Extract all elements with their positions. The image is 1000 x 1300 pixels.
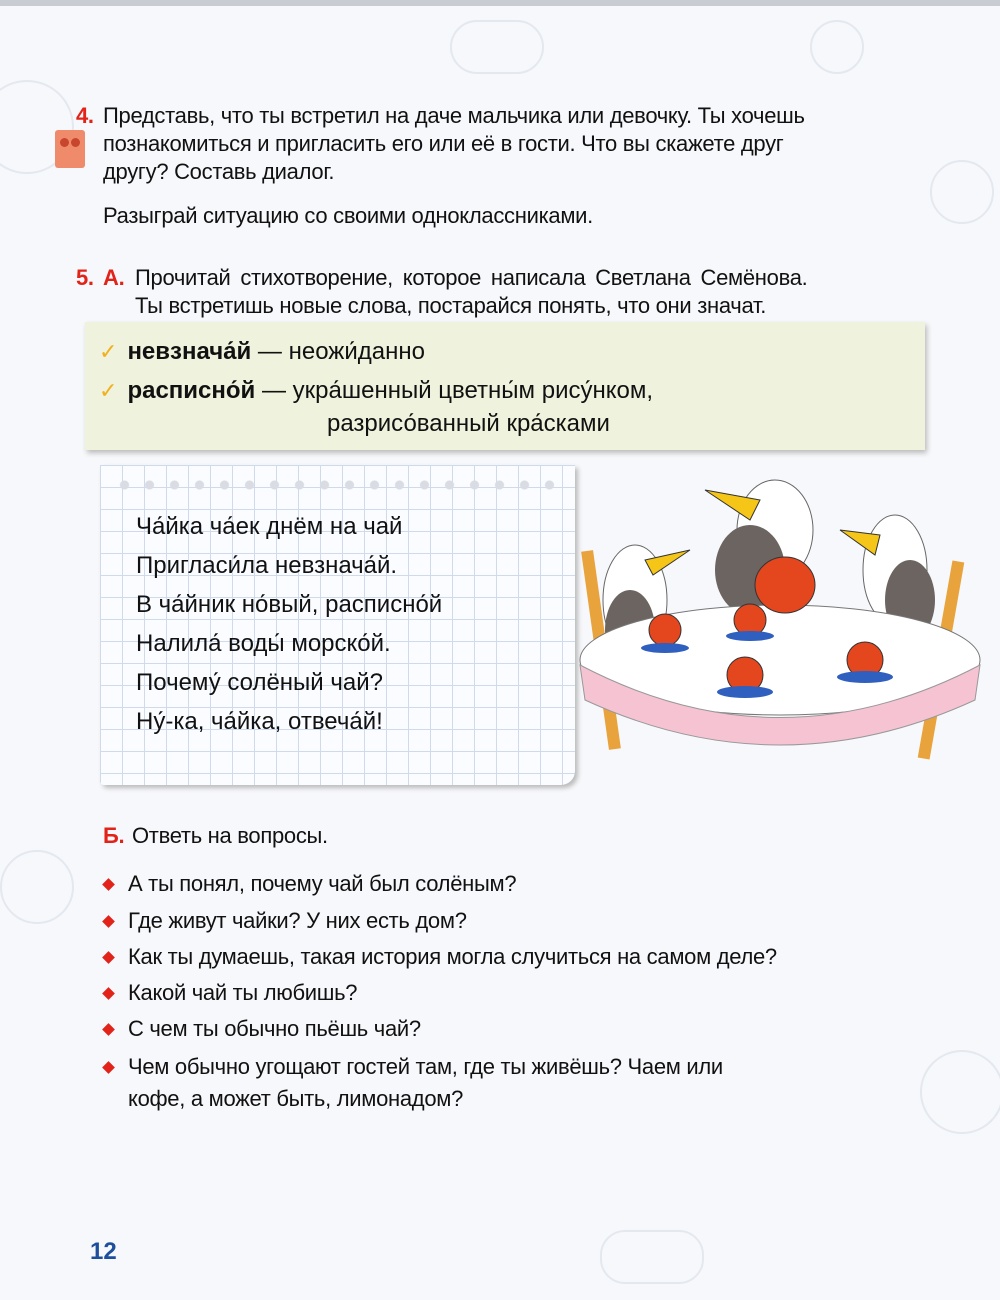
vocabulary-box [85, 322, 925, 450]
diamond-bullet-icon [102, 915, 115, 928]
notebook-holes [112, 479, 562, 491]
background-doodle [450, 20, 544, 74]
task-5-part-b: Б. [103, 823, 125, 848]
vocab-definition: — неожи́данно [257, 338, 425, 365]
poem-line: Ча́йка ча́ек днём на чай [136, 513, 403, 540]
diamond-bullet-icon [102, 951, 115, 964]
poem-line: Ну́-ка, ча́йка, отвеча́й! [136, 708, 383, 735]
poem-line: В ча́йник но́вый, расписно́й [136, 591, 443, 618]
top-border [0, 0, 1000, 6]
check-icon: ✓ [99, 378, 118, 403]
question: Какой чай ты любишь? [128, 980, 358, 1005]
question: С чем ты обычно пьёшь чай? [128, 1016, 421, 1041]
task-4-number: 4. [76, 103, 94, 128]
vocab-item [99, 338, 425, 366]
question-continued: кофе, а может быть, лимонадом? [128, 1086, 464, 1111]
task-4-line: Представь, что ты встретил на даче мальчика или девочку. Ты хочешь [103, 103, 805, 128]
page-number: 12 [90, 1238, 117, 1265]
question: А ты понял, почему чай был солёным? [128, 871, 517, 896]
task-5-part-a: А. [103, 265, 125, 290]
background-doodle [600, 1230, 704, 1284]
vocab-definition-continued: разрисо́ванный кра́сками [327, 410, 610, 437]
task-5-number: 5. [76, 265, 94, 290]
question: Чем обычно угощают гостей там, где ты живёшь? Чаем или [128, 1054, 723, 1079]
task-4-line: познакомиться и пригласить его или её в гости. Что вы скажете друг [103, 131, 784, 156]
vocab-definition: — укра́шенный цветны́м рису́нком, [261, 377, 654, 404]
question: Как ты думаешь, такая история могла случиться на самом деле? [128, 944, 777, 969]
vocab-word: расписно́й [127, 377, 256, 404]
poem-line: Почему́ солёный чай? [136, 669, 383, 696]
task-4-line: другу? Составь диалог. [103, 159, 335, 184]
background-doodle [810, 20, 864, 74]
poem-notebook-card [100, 465, 575, 785]
poem-line: Пригласи́ла невзнача́й. [136, 552, 398, 579]
background-doodle [920, 1050, 1000, 1134]
check-icon: ✓ [99, 339, 118, 364]
diamond-bullet-icon [102, 878, 115, 891]
diamond-bullet-icon [102, 1023, 115, 1036]
vocab-word: невзнача́й [127, 338, 252, 365]
question: Где живут чайки? У них есть дом? [128, 908, 467, 933]
diamond-bullet-icon [102, 1061, 115, 1074]
poem [136, 507, 442, 741]
vocab-item [99, 377, 653, 405]
task-5-line: Прочитай стихотворение, которое написала Светлана Семёнова. [135, 265, 808, 290]
task-5-line: Ты встретишь новые слова, постарайся понять, что они значат. [135, 293, 767, 318]
task-5-part-b-title: Ответь на вопросы. [132, 823, 328, 848]
diamond-bullet-icon [102, 987, 115, 1000]
pair-work-icon [55, 130, 85, 168]
poem-line: Налила́ воды́ морско́й. [136, 630, 391, 657]
background-doodle [930, 160, 994, 224]
background-doodle [0, 850, 74, 924]
task-4-extra: Разыграй ситуацию со своими одноклассниками. [103, 203, 593, 228]
seagulls-tea-party-illustration [575, 470, 985, 780]
